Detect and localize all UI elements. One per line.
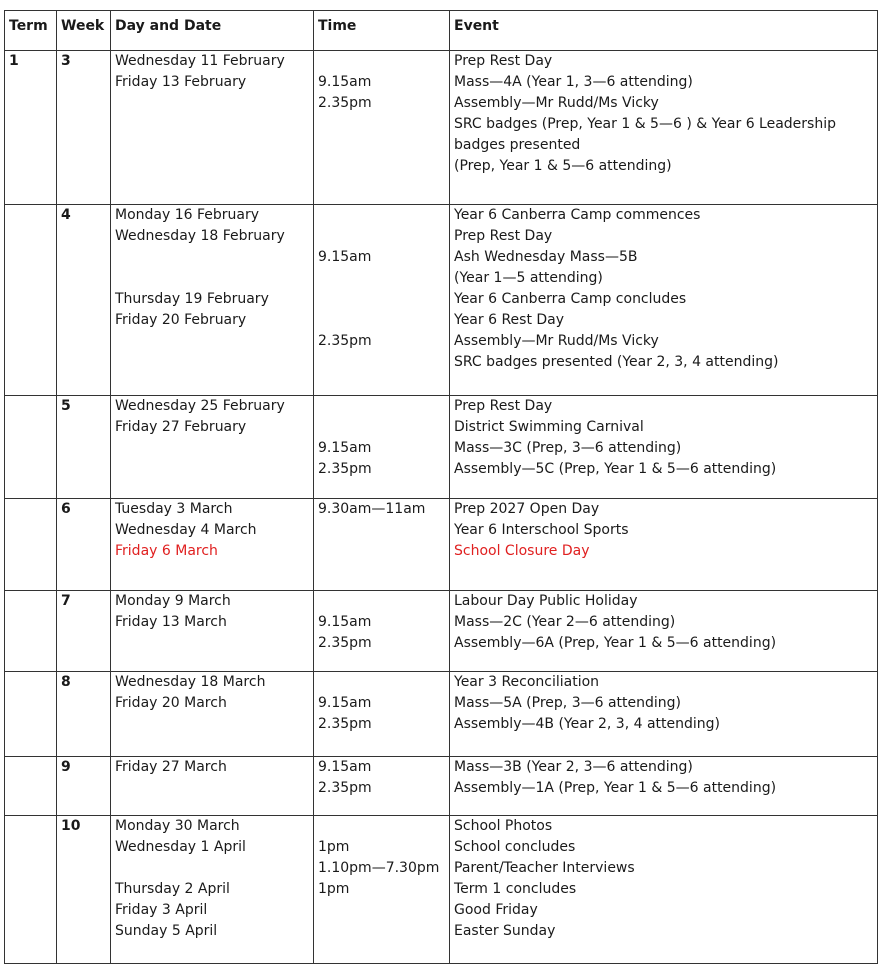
day-cell: [111, 816, 314, 964]
event-cell: [450, 672, 878, 757]
day-text: Friday 13 February: [115, 74, 247, 90]
time-text: 9.15am: [318, 249, 372, 265]
time-text: 2.35pm: [318, 780, 372, 796]
day-text: Friday 13 March: [115, 614, 227, 630]
event-text: Good Friday: [454, 902, 538, 918]
day-cell: [111, 499, 314, 591]
time-text: 1.10pm—7.30pm: [318, 860, 440, 876]
day-text: Tuesday 3 March: [115, 501, 233, 517]
event-text: Parent/Teacher Interviews: [454, 860, 635, 876]
time-cell: [314, 672, 450, 757]
table-row: [5, 757, 878, 816]
table-row: [5, 51, 878, 205]
day-text: Sunday 5 April: [115, 923, 218, 939]
week-cell: 10: [57, 816, 111, 964]
day-text: Thursday 2 April: [115, 881, 230, 897]
day-text: Friday 3 April: [115, 902, 208, 918]
event-cell: [450, 51, 878, 205]
table-row: [5, 672, 878, 757]
day-cell: [111, 205, 314, 396]
table-row: [5, 396, 878, 499]
event-text: Mass—4A (Year 1, 3—6 attending): [454, 74, 693, 90]
event-text: Mass—3B (Year 2, 3—6 attending): [454, 759, 693, 775]
week-cell: 5: [57, 396, 111, 499]
event-text: Year 6 Canberra Camp concludes: [454, 291, 687, 307]
time-text: 9.15am: [318, 695, 372, 711]
day-text: Friday 27 February: [115, 419, 247, 435]
event-text: Prep Rest Day: [454, 398, 553, 414]
week-cell: 9: [57, 757, 111, 816]
day-text: Wednesday 25 February: [115, 398, 285, 414]
event-text: School Photos: [454, 818, 553, 834]
day-cell: [111, 757, 314, 816]
event-cell: [450, 396, 878, 499]
table-row: [5, 591, 878, 672]
event-text: Prep 2027 Open Day: [454, 501, 600, 517]
day-text: Monday 30 March: [115, 818, 240, 834]
term-cell: 1: [5, 51, 57, 205]
event-text: Labour Day Public Holiday: [454, 593, 638, 609]
time-text: 9.15am: [318, 614, 372, 630]
day-text: Wednesday 11 February: [115, 53, 285, 69]
day-cell: [111, 396, 314, 499]
day-cell: [111, 591, 314, 672]
week-cell: 6: [57, 499, 111, 591]
time-cell: [314, 757, 450, 816]
day-text: Monday 9 March: [115, 593, 231, 609]
time-text: 9.15am: [318, 759, 372, 775]
event-text: Prep Rest Day: [454, 53, 553, 69]
day-text: Friday 20 March: [115, 695, 227, 711]
event-cell: [450, 816, 878, 964]
header-time: Time: [314, 11, 450, 51]
event-text: Term 1 concludes: [454, 881, 577, 897]
table-row: [5, 205, 878, 396]
header-term: Term: [5, 11, 57, 51]
day-text: Wednesday 1 April: [115, 839, 246, 855]
table-row: [5, 816, 878, 964]
event-text: District Swimming Carnival: [454, 419, 644, 435]
time-cell: [314, 499, 450, 591]
event-text: (Prep, Year 1 & 5—6 attending): [454, 158, 672, 174]
day-text: Wednesday 18 February: [115, 228, 285, 244]
day-text: Wednesday 4 March: [115, 522, 257, 538]
time-text: 2.35pm: [318, 95, 372, 111]
day-cell: [111, 672, 314, 757]
day-text: Wednesday 18 March: [115, 674, 266, 690]
week-cell: 3: [57, 51, 111, 205]
event-cell: [450, 757, 878, 816]
event-text: Year 3 Reconciliation: [454, 674, 600, 690]
time-text: 9.30am—11am: [318, 501, 426, 517]
time-text: 2.35pm: [318, 333, 372, 349]
day-text: Friday 27 March: [115, 759, 227, 775]
event-text-closure: School Closure Day: [454, 543, 590, 559]
term-calendar-table: [4, 10, 878, 964]
event-text: SRC badges (Prep, Year 1 & 5—6 ) & Year 6 Leadership badges presented: [454, 116, 836, 153]
event-text: Year 6 Interschool Sports: [454, 522, 629, 538]
event-cell: [450, 205, 878, 396]
week-cell: 7: [57, 591, 111, 672]
event-text: (Year 1—5 attending): [454, 270, 603, 286]
event-text: Mass—2C (Year 2—6 attending): [454, 614, 676, 630]
time-cell: [314, 591, 450, 672]
day-text: Monday 16 February: [115, 207, 260, 223]
day-text: Thursday 19 February: [115, 291, 269, 307]
time-text: 1pm: [318, 881, 350, 897]
time-text: 2.35pm: [318, 461, 372, 477]
time-text: 9.15am: [318, 74, 372, 90]
time-cell: [314, 51, 450, 205]
event-text: SRC badges presented (Year 2, 3, 4 attending): [454, 354, 779, 370]
time-cell: [314, 205, 450, 396]
event-text: Assembly—Mr Rudd/Ms Vicky: [454, 95, 659, 111]
table-row: [5, 499, 878, 591]
header-week: Week: [57, 11, 111, 51]
week-cell: 8: [57, 672, 111, 757]
event-text: Assembly—6A (Prep, Year 1 & 5—6 attending): [454, 635, 777, 651]
event-cell: [450, 591, 878, 672]
header-row: [5, 11, 878, 51]
event-text: Year 6 Canberra Camp commences: [454, 207, 701, 223]
event-text: Assembly—1A (Prep, Year 1 & 5—6 attending): [454, 780, 777, 796]
time-cell: [314, 816, 450, 964]
event-text: Easter Sunday: [454, 923, 556, 939]
header-event: Event: [450, 11, 878, 51]
event-text: Year 6 Rest Day: [454, 312, 565, 328]
event-text: Ash Wednesday Mass—5B: [454, 249, 638, 265]
event-text: School concludes: [454, 839, 576, 855]
day-text-closure: Friday 6 March: [115, 543, 218, 559]
event-cell: [450, 499, 878, 591]
time-text: 1pm: [318, 839, 350, 855]
event-text: Assembly—Mr Rudd/Ms Vicky: [454, 333, 659, 349]
time-text: 9.15am: [318, 440, 372, 456]
week-cell: 4: [57, 205, 111, 396]
event-text: Assembly—4B (Year 2, 3, 4 attending): [454, 716, 721, 732]
event-text: Prep Rest Day: [454, 228, 553, 244]
event-text: Mass—5A (Prep, 3—6 attending): [454, 695, 681, 711]
day-text: Friday 20 February: [115, 312, 247, 328]
day-cell: [111, 51, 314, 205]
header-day-date: Day and Date: [111, 11, 314, 51]
event-text: Assembly—5C (Prep, Year 1 & 5—6 attending): [454, 461, 777, 477]
event-text: Mass—3C (Prep, 3—6 attending): [454, 440, 682, 456]
time-text: 2.35pm: [318, 716, 372, 732]
time-cell: [314, 396, 450, 499]
time-text: 2.35pm: [318, 635, 372, 651]
